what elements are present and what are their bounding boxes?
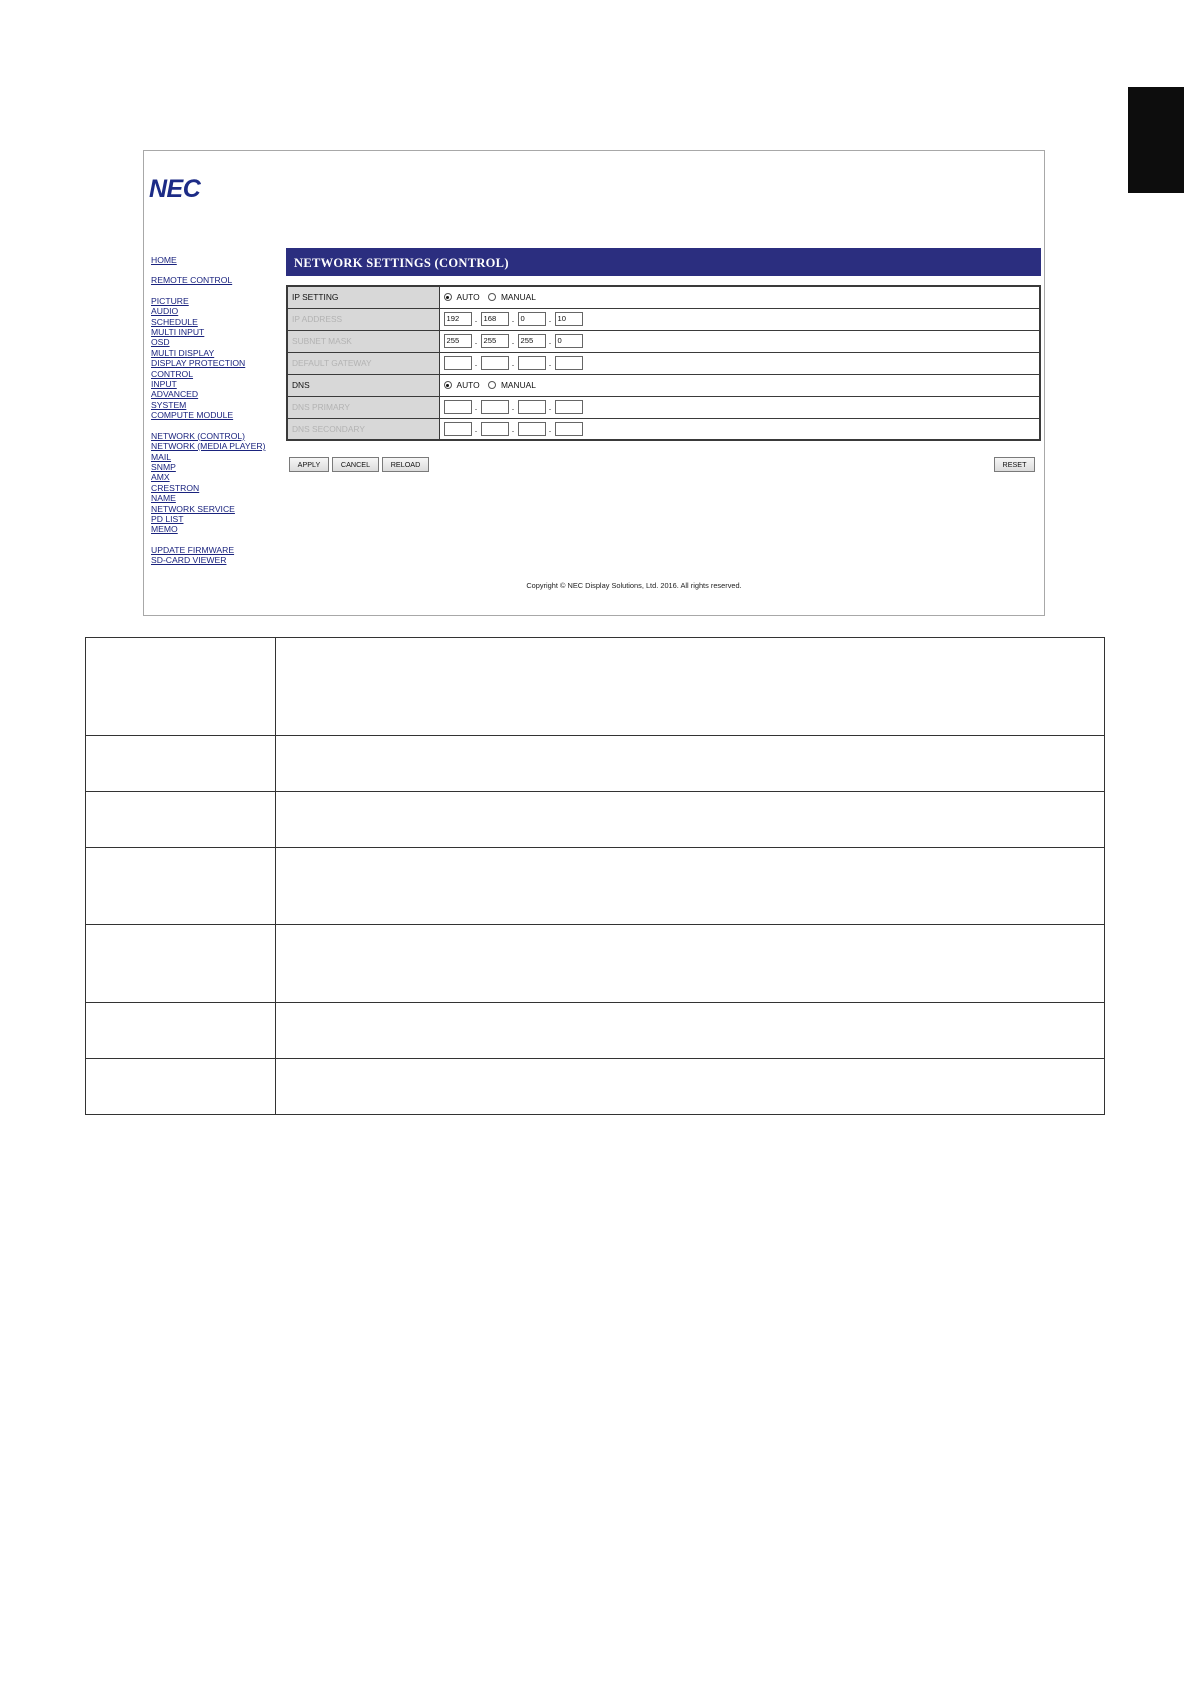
- nav-group: [151, 296, 281, 421]
- ip-address-octet-2[interactable]: 168: [481, 312, 509, 326]
- table-row: [86, 1003, 1105, 1059]
- subnet-mask-octet-1[interactable]: 255: [444, 334, 472, 348]
- dns-secondary-octet-4[interactable]: [555, 422, 583, 436]
- dns-primary-octet-4[interactable]: [555, 400, 583, 414]
- table-row: [86, 848, 1105, 925]
- dns-primary-label: DNS PRIMARY: [287, 396, 439, 418]
- default-gateway-row: [287, 352, 1040, 374]
- sidebar-item-pd-list[interactable]: PD LIST: [151, 513, 184, 524]
- sidebar-item-crestron[interactable]: CRESTRON: [151, 482, 200, 493]
- octet-separator: .: [511, 314, 515, 324]
- sidebar-item-network-service[interactable]: NETWORK SERVICE: [151, 503, 235, 514]
- octet-separator: .: [474, 358, 478, 368]
- ip-address-row: [287, 308, 1040, 330]
- octet-separator: .: [548, 402, 552, 412]
- default-gateway-octet-1[interactable]: [444, 356, 472, 370]
- nav-group: [151, 255, 281, 265]
- network-settings-table: [286, 285, 1041, 441]
- sidebar-item-control[interactable]: CONTROL: [151, 368, 194, 379]
- dns-primary-octet-2[interactable]: [481, 400, 509, 414]
- sidebar-item-system[interactable]: SYSTEM: [151, 399, 187, 410]
- dns-secondary-label: DNS SECONDARY: [287, 418, 439, 440]
- sidebar-item-multi-display[interactable]: MULTI DISPLAY: [151, 347, 215, 358]
- dns-manual-radio[interactable]: [488, 381, 496, 389]
- octet-separator: .: [548, 314, 552, 324]
- ip-setting-manual-label: MANUAL: [500, 292, 536, 303]
- octet-separator: .: [474, 423, 478, 434]
- ip-address-octet-4[interactable]: 10: [555, 312, 583, 326]
- ip-setting-row: [287, 286, 1040, 308]
- sidebar-item-compute-module[interactable]: COMPUTE MODULE: [151, 410, 234, 421]
- dns-primary-octet-3[interactable]: [518, 400, 546, 414]
- default-gateway-octet-3[interactable]: [518, 356, 546, 370]
- subnet-mask-label: SUBNET MASK: [287, 330, 439, 352]
- subnet-mask-octet-2[interactable]: 255: [481, 334, 509, 348]
- sidebar-item-picture[interactable]: PICTURE: [151, 295, 189, 306]
- dns-secondary-row: [287, 418, 1040, 440]
- dns-label: DNS: [287, 374, 439, 396]
- sidebar-item-mail[interactable]: MAIL: [151, 451, 172, 462]
- sidebar-item-amx[interactable]: AMX: [151, 472, 170, 483]
- octet-separator: .: [511, 358, 515, 368]
- table-row: [86, 1059, 1105, 1115]
- sidebar-item-advanced[interactable]: ADVANCED: [151, 389, 199, 400]
- dns-auto-radio[interactable]: [444, 381, 452, 389]
- nav-group: [151, 545, 281, 566]
- octet-separator: .: [548, 358, 552, 368]
- sidebar-item-network-media-player[interactable]: NETWORK (MEDIA PLAYER): [151, 441, 266, 452]
- dns-primary-row: [287, 396, 1040, 418]
- copyright-notice: Copyright © NEC Display Solutions, Ltd. 2016. All rights reserved.: [526, 581, 742, 590]
- reload-button[interactable]: RELOAD: [382, 457, 429, 472]
- subnet-mask-row: [287, 330, 1040, 352]
- ip-address-octet-1[interactable]: 192: [444, 312, 472, 326]
- table-row: [86, 925, 1105, 1003]
- chapter-tab: [1128, 87, 1184, 193]
- dns-auto-label: AUTO: [456, 380, 480, 390]
- nav-group: [151, 431, 281, 535]
- nav-group: [151, 275, 281, 285]
- sidebar-nav: [151, 255, 281, 576]
- ip-address-octet-3[interactable]: 0: [518, 312, 546, 326]
- sidebar-item-input[interactable]: INPUT: [151, 379, 177, 390]
- octet-separator: .: [511, 423, 515, 434]
- page-title: NETWORK SETTINGS (CONTROL): [286, 248, 1041, 276]
- sidebar-item-audio[interactable]: AUDIO: [151, 306, 179, 317]
- table-row: [86, 638, 1105, 736]
- dns-manual-label: MANUAL: [500, 380, 536, 390]
- octet-separator: .: [474, 402, 478, 412]
- sidebar-item-remote-control[interactable]: REMOTE CONTROL: [151, 275, 233, 286]
- sidebar-item-name[interactable]: NAME: [151, 493, 176, 504]
- octet-separator: .: [511, 336, 515, 346]
- octet-separator: .: [548, 336, 552, 346]
- sidebar-item-display-protection[interactable]: DISPLAY PROTECTION: [151, 358, 246, 369]
- dns-primary-octet-1[interactable]: [444, 400, 472, 414]
- default-gateway-octet-2[interactable]: [481, 356, 509, 370]
- sidebar-item-home[interactable]: HOME: [151, 255, 177, 265]
- octet-separator: .: [548, 423, 552, 434]
- subnet-mask-octet-4[interactable]: 0: [555, 334, 583, 348]
- sidebar-item-network-control[interactable]: NETWORK (CONTROL): [151, 430, 246, 441]
- default-gateway-octet-4[interactable]: [555, 356, 583, 370]
- nec-logo: NEC: [149, 175, 201, 203]
- ip-setting-auto-radio[interactable]: [444, 293, 452, 301]
- web-ui-screenshot: [143, 150, 1045, 616]
- sidebar-item-snmp[interactable]: SNMP: [151, 461, 176, 472]
- octet-separator: .: [474, 336, 478, 346]
- dns-secondary-octet-3[interactable]: [518, 422, 546, 436]
- ip-setting-auto-label: AUTO: [456, 292, 480, 303]
- default-gateway-label: DEFAULT GATEWAY: [287, 352, 439, 374]
- cancel-button[interactable]: CANCEL: [332, 457, 379, 472]
- dns-row: [287, 374, 1040, 396]
- sidebar-item-memo[interactable]: MEMO: [151, 524, 178, 535]
- sidebar-item-multi-input[interactable]: MULTI INPUT: [151, 327, 205, 338]
- sidebar-item-schedule[interactable]: SCHEDULE: [151, 316, 198, 327]
- description-table: [85, 637, 1105, 1115]
- octet-separator: .: [511, 402, 515, 412]
- sidebar-item-osd[interactable]: OSD: [151, 337, 170, 348]
- octet-separator: .: [474, 314, 478, 324]
- reset-button[interactable]: RESET: [994, 457, 1035, 472]
- sidebar-item-sd-card-viewer[interactable]: SD-CARD VIEWER: [151, 555, 227, 566]
- ip-setting-manual-radio[interactable]: [488, 293, 496, 301]
- sidebar-item-update-firmware[interactable]: UPDATE FIRMWARE: [151, 544, 235, 555]
- ip-setting-label: IP SETTING: [287, 286, 439, 308]
- table-row: [86, 792, 1105, 848]
- dns-secondary-octet-2[interactable]: [481, 422, 509, 436]
- apply-button[interactable]: APPLY: [289, 457, 329, 472]
- table-row: [86, 736, 1105, 792]
- dns-secondary-octet-1[interactable]: [444, 422, 472, 436]
- subnet-mask-octet-3[interactable]: 255: [518, 334, 546, 348]
- ip-address-label: IP ADDRESS: [287, 308, 439, 330]
